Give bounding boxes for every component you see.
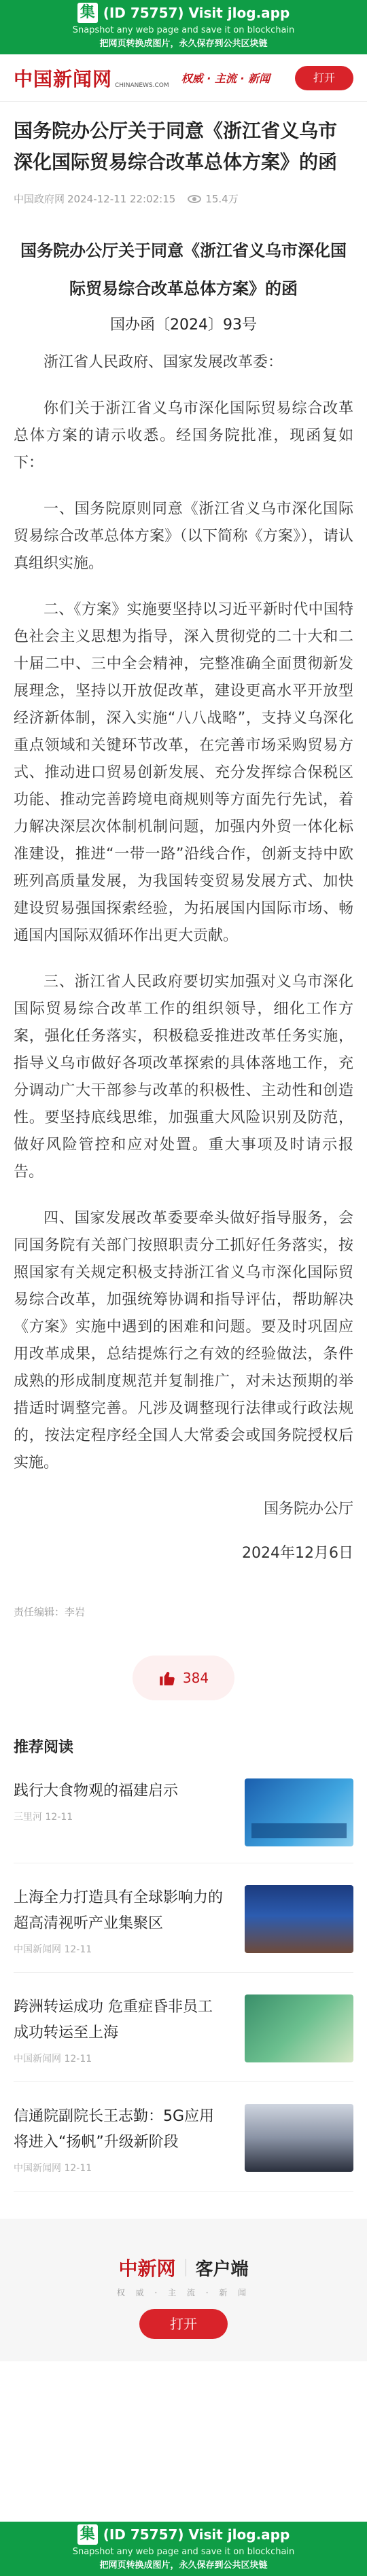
recommend-item-title[interactable]: 跨洲转运成功 危重症昏非员工成功转运至上海 xyxy=(14,1999,213,2041)
recommend-item-source: 中国新闻网 12-11 xyxy=(14,2054,92,2064)
document-paragraph: 三、浙江省人民政府要切实加强对义乌市深化国际贸易综合改革工作的组织领导，细化工作方案，强化任务落实，积极稳妥推进改革任务实施，指导义乌市做好各项改革探索的具体落地工作，充分调动广大干部参与改革的积极性、主动性和创造性。要坚持底线思维，加强重大风险识别及防范，做好风险管控和应对处置。重大事项及时请示报告。 xyxy=(14,973,353,1181)
article-content xyxy=(0,115,367,2192)
recommend-item[interactable] xyxy=(14,1757,353,1863)
document-number: 国办函〔2024〕93号 xyxy=(110,317,257,334)
thumbs-up-icon xyxy=(158,1669,176,1687)
archive-banner[interactable] xyxy=(0,0,367,54)
footer-client-label: 客户端 xyxy=(195,2259,249,2280)
jlog-logo-icon: 集 xyxy=(77,2524,98,2545)
eye-icon xyxy=(188,195,201,203)
archive-banner-line1: Snapshot any web page and save it on blockchain xyxy=(72,25,295,35)
footer-slogan: 权 威 · 主 流 · 新 闻 xyxy=(116,2288,251,2297)
like-count: 384 xyxy=(182,1670,209,1686)
recommend-item-source: 中国新闻网 12-11 xyxy=(14,2163,92,2174)
document-recipient: 浙江省人民政府、国家发展改革委： xyxy=(43,354,283,371)
article-views xyxy=(188,192,238,206)
article-title: 国务院办公厅关于同意《浙江省义乌市深化国际贸易综合改革总体方案》的函 xyxy=(14,120,338,173)
like-button[interactable] xyxy=(133,1656,234,1700)
document-paragraph: 一、国务院原则同意《浙江省义乌市深化国际贸易综合改革总体方案》（以下简称《方案》），请认真组织实施。 xyxy=(14,501,353,572)
article-meta xyxy=(14,192,353,206)
recommend-item-title[interactable]: 践行大食物观的福建启示 xyxy=(14,1783,179,1800)
recommend-item[interactable] xyxy=(14,2082,353,2192)
archive-banner-line2: 把网页转换成图片，永久保存到公共区块链 xyxy=(99,2560,268,2571)
recommend-item[interactable] xyxy=(14,1973,353,2082)
recommend-item-title[interactable]: 上海全力打造具有全球影响力的超高清视听产业集聚区 xyxy=(14,1889,224,1932)
recommend-item-source: 中国新闻网 12-11 xyxy=(14,1944,92,1955)
document-paragraph: 你们关于浙江省义乌市深化国际贸易综合改革总体方案的请示收悉。经国务院批准，现函复如下： xyxy=(14,400,353,471)
site-logo[interactable] xyxy=(14,65,169,92)
article-datetime: 2024-12-11 22:02:15 xyxy=(67,192,176,205)
footer-logo-cn: 中新网 xyxy=(118,2257,176,2280)
recommend-item-thumbnail[interactable] xyxy=(245,1778,353,1846)
app-promo-footer xyxy=(0,2219,367,2361)
recommend-item-thumbnail[interactable] xyxy=(245,2104,353,2172)
site-logo-cn: 中国新闻网 xyxy=(14,67,113,90)
recommend-item-thumbnail[interactable] xyxy=(245,1994,353,2062)
archive-banner-title: (ID 75757) Visit jlog.app xyxy=(103,2526,290,2543)
site-logo-en: CHINANEWS.COM xyxy=(115,82,169,89)
footer-logo xyxy=(0,2254,367,2281)
header-slogan: 权威 · 主流 · 新闻 xyxy=(181,72,270,85)
recommend-item-text xyxy=(14,1778,224,1846)
document-paragraph: 四、国家发展改革委要牵头做好指导服务，会同国务院有关部门按照职责分工抓好任务落实，按照国家有关规定积极支持浙江省义乌市深化国际贸易综合改革，加强统筹协调和指导评估，帮助解决《方案》实施中遇到的困难和问题。要及时巩固应用改革成果，总结提炼行之有效的经验做法，条件成熟的形成制度规范并复制推广，对未达预期的举措适时调整完善。凡涉及调整现行法律或行政法规的，按法定程序经全国人大常委会或国务院授权后实施。 xyxy=(14,1210,353,1471)
recommend-item[interactable] xyxy=(14,1863,353,1973)
document-paragraph: 二、《方案》实施要坚持以习近平新时代中国特色社会主义思想为指导，深入贯彻党的二十大和二十届二中、三中全会精神，完整准确全面贯彻新发展理念，坚持以开放促改革，建设更高水平开放型经济新体制，深入实施“八八战略”，支持义乌深化重点领域和关键环节改革，在完善市场采购贸易方式、推动进口贸易创新发展、充分发挥综合保税区功能、推动完善跨境电商规则等方面先行先试，着力解决深层次体制机制问题，加强内外贸一体化标准建设，推进“一带一路”沿线合作，创新支持中欧班列高质量发展，为我国转变贸易发展方式、加快建设贸易强国探索经验，为拓展国内国际市场、畅通国内国际双循环作出更大贡献。 xyxy=(14,601,353,944)
recommend-item-thumbnail[interactable] xyxy=(245,1885,353,1953)
archive-banner-title: (ID 75757) Visit jlog.app xyxy=(103,5,290,21)
recommend-item-title[interactable]: 信通院副院长王志勤：5G应用将进入“扬帆”升级新阶段 xyxy=(14,2108,215,2151)
recommend-item-source: 三里河 12-11 xyxy=(14,1812,73,1823)
site-header xyxy=(0,54,367,102)
recommend-title: 推荐阅读 xyxy=(14,1739,74,1756)
archive-banner-row xyxy=(0,2522,367,2545)
document-signature: 国务院办公厅 xyxy=(263,1501,353,1518)
archive-banner-row xyxy=(0,0,367,23)
open-app-button-bottom[interactable]: 打开 xyxy=(139,2309,228,2339)
recommend-item-text xyxy=(14,1994,224,2065)
archive-banner-line2: 把网页转换成图片，永久保存到公共区块链 xyxy=(99,39,268,49)
article-source: 中国政府网 xyxy=(14,193,65,205)
archive-banner-line1: Snapshot any web page and save it on blockchain xyxy=(72,2547,295,2557)
document-date: 2024年12月6日 xyxy=(242,1545,353,1562)
responsible-editor: 责任编辑：李岩 xyxy=(14,1606,86,1618)
recommend-item-text xyxy=(14,1885,224,1956)
open-app-button[interactable]: 打开 xyxy=(295,66,353,90)
recommend-item-text xyxy=(14,2104,224,2175)
like-section xyxy=(14,1656,353,1700)
document-title: 国务院办公厅关于同意《浙江省义乌市深化国际贸易综合改革总体方案》的函 xyxy=(20,241,347,298)
jlog-logo-icon: 集 xyxy=(77,3,98,23)
archive-banner-bottom[interactable] xyxy=(0,2522,367,2576)
article-views-count: 15.4万 xyxy=(205,193,239,205)
